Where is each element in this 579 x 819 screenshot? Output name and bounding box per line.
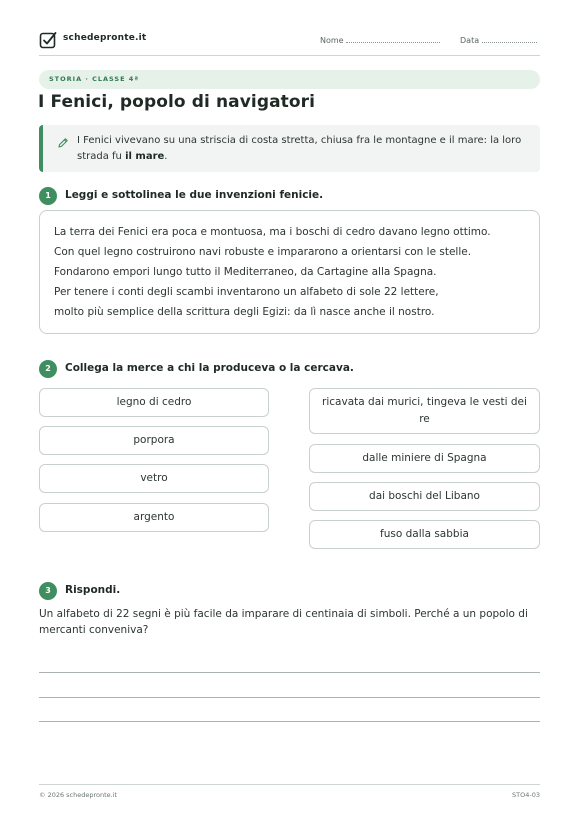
answer-line[interactable] (39, 672, 540, 673)
match-right-item[interactable]: dalle miniere di Spagna (309, 444, 540, 473)
page-footer (39, 784, 540, 799)
match-right-item[interactable]: dai boschi del Libano (309, 482, 540, 511)
question-number: 3 (39, 582, 57, 600)
date-blank[interactable] (482, 35, 537, 43)
passage-line[interactable]: La terra dei Fenici era poca e montuosa, ma i boschi di cedro davano legno ottimo. (54, 226, 491, 238)
answer-line[interactable] (39, 721, 540, 722)
page-title: I Fenici, popolo di navigatori (38, 92, 316, 112)
subject-banner (39, 70, 540, 89)
passage-line[interactable]: Con quel legno costruirono navi robuste e impararono a orientarsi con le stelle. (54, 246, 472, 258)
question-prompt: Rispondi. (65, 584, 121, 596)
passage-line[interactable]: molto più semplice della scrittura degli Egizi: da lì nasce anche il nostro. (54, 306, 435, 318)
question-3-text: Un alfabeto di 22 segni è più facile da imparare di centinaia di simboli. Perché a un popolo di mercanti conveniva? (39, 608, 528, 636)
subject-label: STORIA · CLASSE 4ª (49, 75, 139, 83)
pencil-icon (57, 137, 69, 149)
intro-bold: il mare (125, 151, 165, 162)
date-field[interactable] (460, 35, 537, 45)
intro-text: I Fenici vivevano su una striscia di costa stretta, chiusa fra le montagne e il mare: la loro strada fu il mare. (77, 135, 522, 162)
match-right-item[interactable]: fuso dalla sabbia (309, 520, 540, 549)
match-left-item[interactable]: legno di cedro (39, 388, 269, 417)
footer-copyright: © 2026 schedepronte.it (39, 791, 118, 799)
checkbox-logo-icon (39, 31, 57, 49)
question-prompt: Collega la merce a chi la produceva o la cercava. (65, 362, 354, 374)
brand-name: schedepronte.it (63, 33, 147, 43)
passage-line[interactable]: Fondarono empori lungo tutto il Mediterraneo, da Cartagine alla Spagna. (54, 266, 437, 278)
match-left-item[interactable]: vetro (39, 464, 269, 493)
date-label: Data (460, 36, 480, 45)
footer-code: STO4-03 (512, 791, 540, 799)
match-left-item[interactable]: porpora (39, 426, 269, 455)
passage-line[interactable]: Per tenere i conti degli scambi inventarono un alfabeto di sole 22 lettere, (54, 286, 439, 298)
reading-passage (39, 210, 540, 334)
name-blank[interactable] (346, 35, 440, 43)
match-right-item[interactable]: ricavata dai murici, tingeva le vesti dei re (309, 388, 540, 434)
name-label: Nome (320, 36, 344, 45)
question-number: 1 (39, 187, 57, 205)
question-prompt: Leggi e sottolinea le due invenzioni fenicie. (65, 189, 324, 201)
question-number: 2 (39, 360, 57, 378)
page-header (39, 28, 540, 56)
intro-box (39, 125, 540, 172)
name-field[interactable] (320, 35, 440, 45)
answer-line[interactable] (39, 697, 540, 698)
match-left-item[interactable]: argento (39, 503, 269, 532)
